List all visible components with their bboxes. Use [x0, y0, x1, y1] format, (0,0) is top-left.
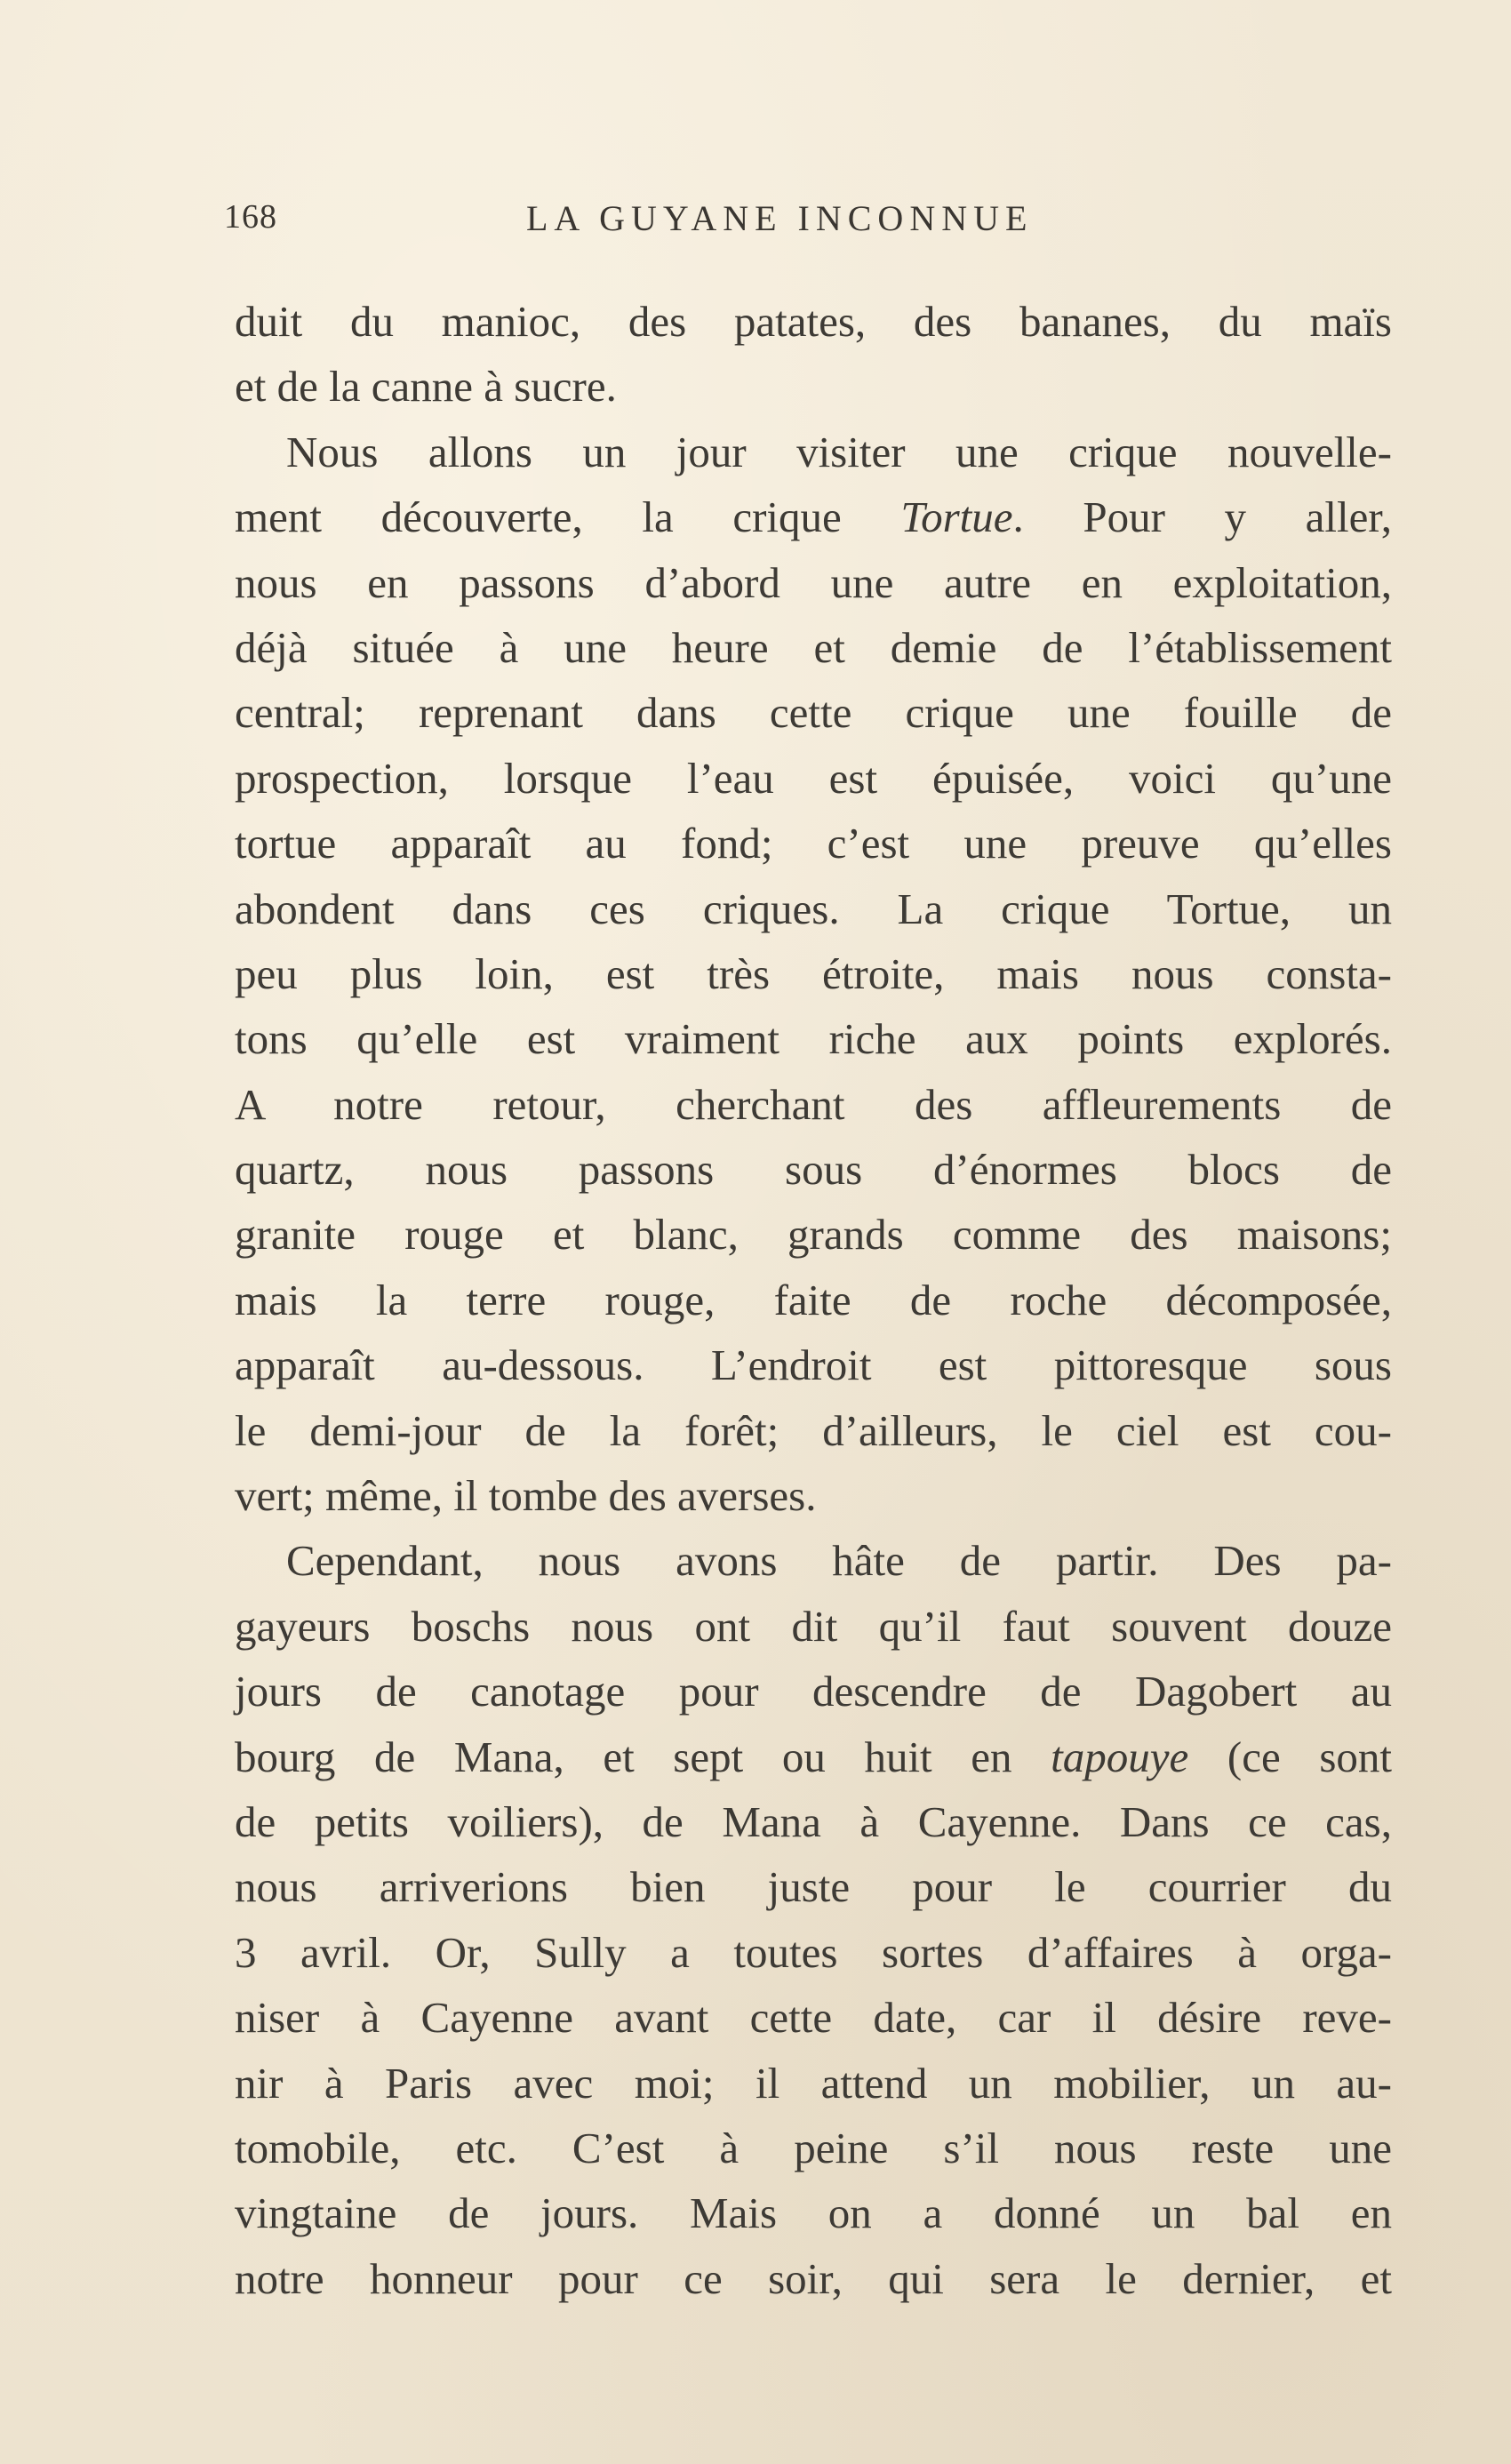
text-line: jours de canotage pour descendre de Dagobert au [235, 1667, 1392, 1716]
text-line: nous arriverions bien juste pour le courrier du [235, 1862, 1392, 1912]
text-line: déjà située à une heure et demie de l’établissement [235, 622, 1392, 672]
text-line: duit du manioc, des patates, des bananes, du maïs [235, 297, 1392, 346]
page-header [224, 197, 1397, 242]
text-line: de petits voiliers), de Mana à Cayenne. Dans ce cas, [235, 1796, 1392, 1846]
text-line: granite rouge et blanc, grands comme des maisons; [235, 1210, 1392, 1260]
text-fragment: . Pour y aller, [1012, 492, 1392, 542]
text-line: peu plus loin, est très étroite, mais nous consta- [235, 948, 1392, 998]
text-line: niser à Cayenne avant cette date, car il désire reve- [235, 1993, 1392, 2043]
text-line: abondent dans ces criques. La crique Tortue, un [235, 884, 1392, 933]
text-line: apparaît au-dessous. L’endroit est pittoresque sous [235, 1340, 1392, 1390]
text-line: quartz, nous passons sous d’énormes blocs de [235, 1145, 1392, 1195]
text-line [235, 1724, 1392, 1789]
text-line: le demi-jour de la forêt; d’ailleurs, le ciel est cou- [235, 1405, 1392, 1455]
text-line: vert; même, il tombe des averses. [235, 1471, 817, 1521]
text-line: prospection, lorsque l’eau est épuisée, voici qu’une [235, 753, 1392, 803]
text-line: et de la canne à sucre. [235, 362, 617, 412]
text-fragment: ment découverte, la crique [235, 492, 901, 542]
text-line: gayeurs boschs nous ont dit qu’il faut souvent douze [235, 1601, 1392, 1651]
text-line [235, 484, 1392, 549]
text-line: tons qu’elle est vraiment riche aux points explorés. [235, 1014, 1392, 1064]
text-line: Nous allons un jour visiter une crique nouvelle- [286, 427, 1392, 476]
text-line: nir à Paris avec moi; il attend un mobilier, un au- [235, 2058, 1392, 2108]
text-fragment: bourg de Mana, et sept ou huit en [235, 1732, 1051, 1781]
text-line: tomobile, etc. C’est à peine s’il nous reste une [235, 2123, 1392, 2172]
body-text [235, 289, 1392, 2311]
italic-term: tapouye [1051, 1732, 1189, 1781]
text-line: tortue apparaît au fond; c’est une preuve qu’elles [235, 819, 1392, 868]
italic-term: Tortue [900, 492, 1013, 542]
page-number: 168 [224, 198, 277, 236]
text-line: notre honneur pour ce soir, qui sera le dernier, et [235, 2253, 1392, 2303]
text-line: mais la terre rouge, faite de roche décomposée, [235, 1275, 1392, 1324]
text-line: nous en passons d’abord une autre en exploitation, [235, 557, 1392, 607]
text-line: vingtaine de jours. Mais on a donné un bal en [235, 2188, 1392, 2238]
text-fragment: (ce sont [1188, 1732, 1392, 1781]
running-title: LA GUYANE INCONNUE [526, 198, 1034, 238]
text-line: central; reprenant dans cette crique une fouille de [235, 688, 1392, 738]
text-line: A notre retour, cherchant des affleurements de [235, 1079, 1392, 1129]
text-line: 3 avril. Or, Sully a toutes sortes d’affaires à orga- [235, 1927, 1392, 1977]
text-line: Cependant, nous avons hâte de partir. Des pa- [286, 1536, 1392, 1586]
